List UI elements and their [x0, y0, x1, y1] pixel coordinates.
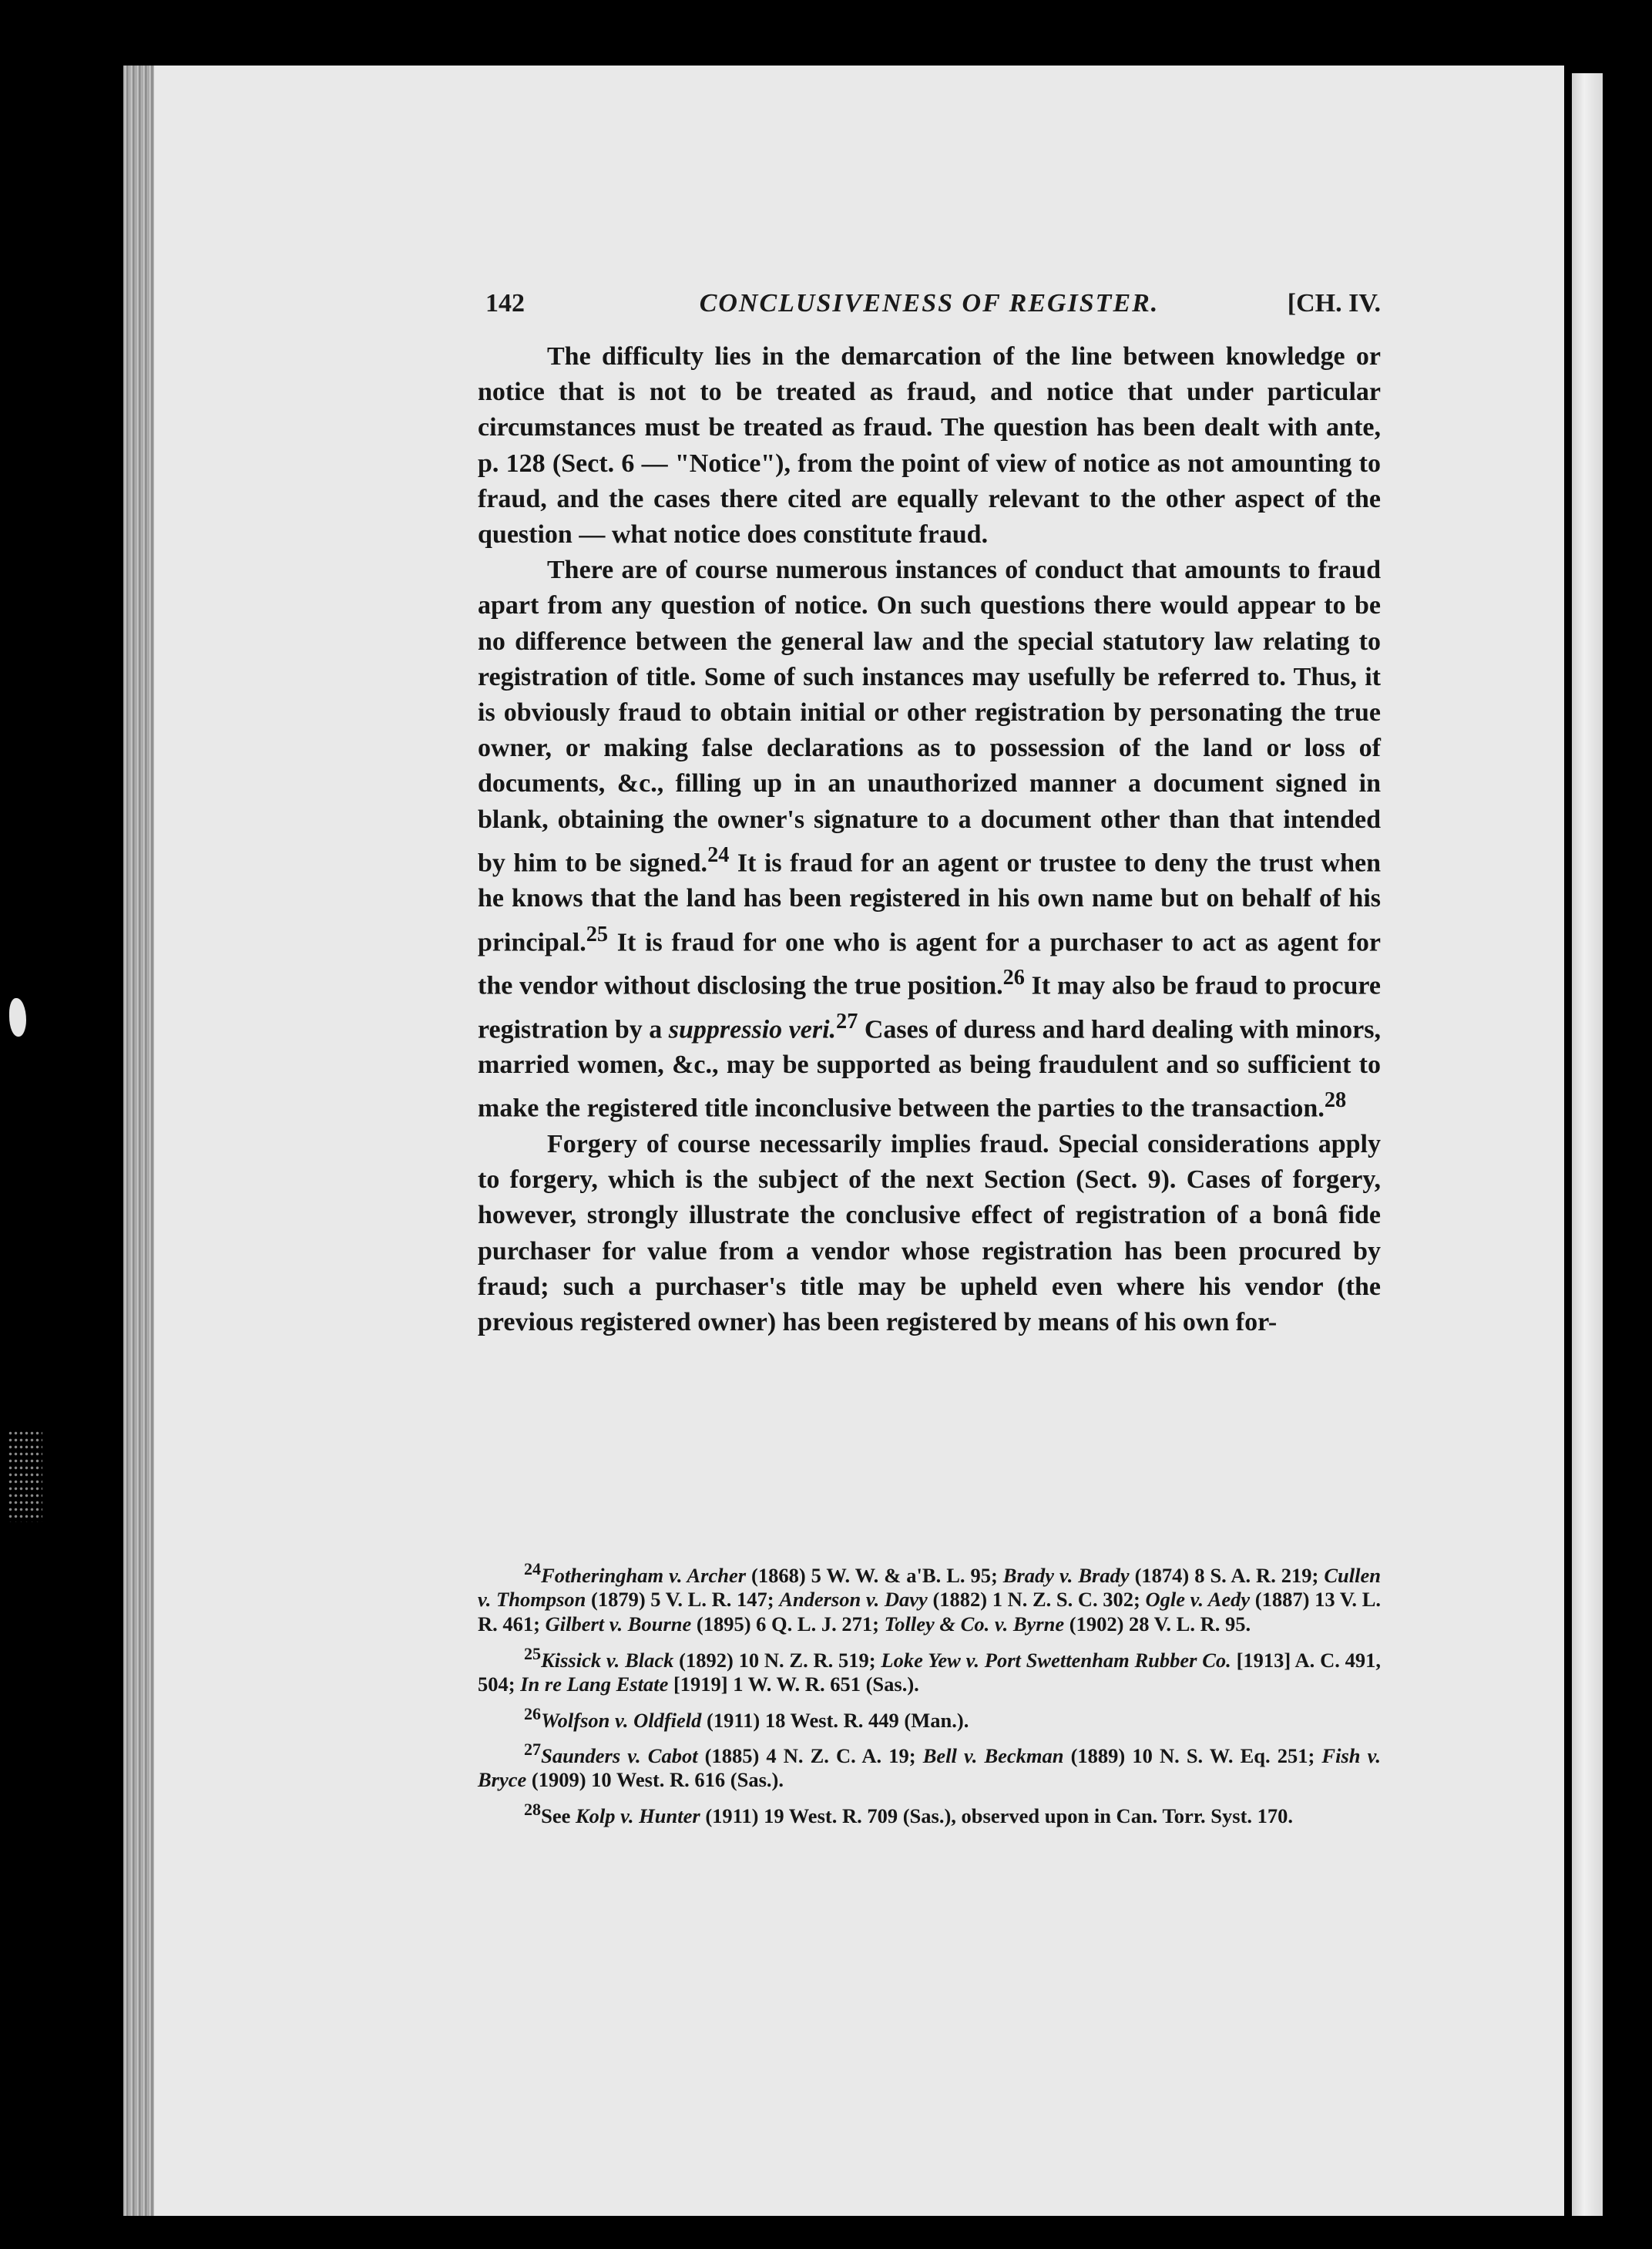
- case-name: Fish v. Bryce: [478, 1743, 1381, 1792]
- citation-text: (1889) 10 N. S. W. Eq. 251;: [1063, 1743, 1322, 1767]
- case-name: Bell v. Beckman: [922, 1743, 1064, 1767]
- citation-text: [1913] A. C. 491, 504;: [478, 1648, 1381, 1696]
- footnote-ref: 24: [707, 842, 730, 867]
- citation-text: See: [541, 1804, 576, 1827]
- citation-text: (1874) 8 S. A. R. 219;: [1129, 1563, 1325, 1587]
- case-name: Saunders v. Cabot: [541, 1743, 698, 1767]
- case-name: Anderson v. Davy: [779, 1588, 928, 1612]
- scan-artifact: [9, 998, 26, 1037]
- footnote-number: 28: [524, 1800, 542, 1820]
- page-number: 142: [485, 289, 525, 318]
- citation-text: (1902) 28 V. L. R. 95.: [1064, 1612, 1251, 1636]
- case-name: Wolfson v. Oldfield: [541, 1708, 702, 1732]
- footnote-number: 24: [524, 1559, 542, 1578]
- running-title: CONCLUSIVENESS OF REGISTER.: [699, 289, 1160, 318]
- citation-text: (1909) 10 West. R. 616 (Sas.).: [526, 1768, 784, 1792]
- case-name: Kissick v. Black: [541, 1648, 674, 1672]
- case-name: Cullen v. Thompson: [478, 1563, 1381, 1612]
- case-name: Tolley & Co. v. Byrne: [884, 1612, 1065, 1636]
- facing-page-edge: [1572, 73, 1603, 2216]
- paragraph-text: There are of course numerous instances of conduct that amounts to fraud apart from any question of notice. On such questions there would appear to be no difference between the general law and the special statutory law relating to registration of title. Some of such instances may usefully be referred to. Thus, it is obviously fraud to obtain initial or other registration by personating the true owner, or making false declarations as to possession of the land or loss of documents, &c., filling up in an unauthorized manner a document signed in blank, obtaining the owner's signature to a document other than that intended by him to be signed.: [478, 556, 1381, 878]
- citation-text: (1887) 13 V. L. R. 461;: [478, 1588, 1381, 1636]
- case-name: Gilbert v. Bourne: [545, 1612, 692, 1636]
- citation-text: (1895) 6 Q. L. J. 271;: [691, 1612, 885, 1636]
- footnote-number: 27: [524, 1740, 542, 1760]
- footnote: [478, 1557, 1381, 1637]
- citation-text: (1868) 5 W. W. & a'B. L. 95;: [746, 1563, 1003, 1587]
- citation-text: (1911) 19 West. R. 709 (Sas.), observed upon in Can. Torr. Syst. 170.: [700, 1804, 1294, 1827]
- citation-text: (1879) 5 V. L. R. 147;: [586, 1588, 780, 1612]
- paragraph: The difficulty lies in the demarcation of the line between knowledge or notice that is not to be treated as fraud, and notice that under particular circumstances must be treated as fraud. The question has been dealt with ante, p. 128 (Sect. 6 — "Notice"), from the point of view of notice as not amounting to fraud, and the cases there cited are equally relevant to the other aspect of the question — what notice does constitute fraud.: [478, 342, 1381, 550]
- footnote-ref: 25: [586, 922, 609, 946]
- footnote-ref: 28: [1324, 1088, 1347, 1113]
- running-head: [478, 289, 1381, 328]
- footnote-ref: 27: [836, 1009, 858, 1034]
- footnote: [478, 1737, 1381, 1793]
- footnotes: [478, 1557, 1381, 1833]
- latin-phrase: suppressio veri.: [668, 1014, 837, 1044]
- footnote-ref: 26: [1002, 966, 1025, 990]
- paragraph-text: It may also be fraud to procure registration by a: [478, 971, 1381, 1044]
- citation-text: (1885) 4 N. Z. C. A. 19;: [697, 1743, 923, 1767]
- paragraph-text: It is fraud for an agent or trustee to deny the trust when he knows that the land has been registered in his own name but on behalf of his principal.: [478, 849, 1382, 956]
- case-name: In re Lang Estate: [520, 1672, 669, 1696]
- case-name: Kolp v. Hunter: [575, 1804, 700, 1827]
- citation-text: (1882) 1 N. Z. S. C. 302;: [927, 1588, 1146, 1612]
- footnote: [478, 1797, 1381, 1828]
- footnote: [478, 1642, 1381, 1697]
- body-text: [478, 339, 1381, 1340]
- chapter-label: [CH. IV.: [1287, 289, 1381, 318]
- paragraph: [478, 553, 1381, 1127]
- footnote-number: 26: [524, 1703, 542, 1723]
- paragraph: Forgery of course necessarily implies fraud. Special considerations apply to forgery, which is the subject of the next Section (Sect. 9). Cases of forgery, however, strongly illustrate the conclusive effect of registration of a bonâ fide purchaser for value from a vendor whose registration has been procured by fraud; such a purchaser's title may be upheld even where his vendor (the previous registered owner) has been registered by means of his own for-: [478, 1129, 1381, 1336]
- citation-text: (1911) 18 West. R. 449 (Man.).: [701, 1708, 969, 1732]
- case-name: Loke Yew v. Port Swettenham Rubber Co.: [881, 1648, 1231, 1672]
- citation-text: [1919] 1 W. W. R. 651 (Sas.).: [668, 1672, 919, 1696]
- case-name: Ogle v. Aedy: [1145, 1588, 1251, 1612]
- case-name: Fotheringham v. Archer: [541, 1563, 747, 1587]
- footnote: [478, 1702, 1381, 1733]
- scan-artifact: [8, 1430, 42, 1522]
- paragraph-text: Cases of duress and hard dealing with minors, married women, &c., may be supported as being fraudulent and so sufficient to make the registered title inconclusive between the parties to the transaction.: [478, 1014, 1381, 1123]
- footnote-number: 25: [524, 1643, 542, 1663]
- paragraph-text: It is fraud for one who is agent for a purchaser to act as agent for the vendor without disclosing the true position.: [478, 927, 1381, 1000]
- case-name: Brady v. Brady: [1002, 1563, 1130, 1587]
- citation-text: (1892) 10 N. Z. R. 519;: [673, 1648, 881, 1672]
